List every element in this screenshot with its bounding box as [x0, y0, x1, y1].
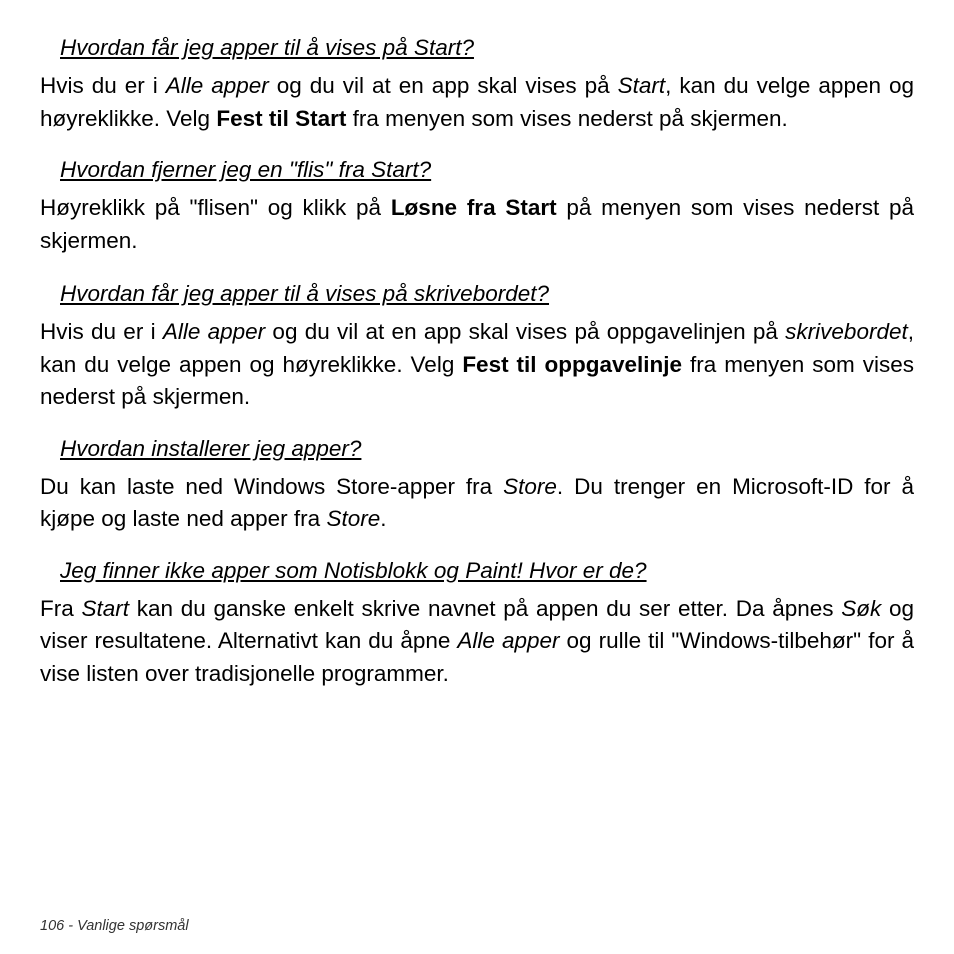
answer-text: , kan du velge appen og høyreklikke. Velg — [40, 319, 914, 377]
faq-section-notepad — [40, 556, 914, 691]
italic-term: Start — [617, 73, 666, 98]
italic-term: skrivebordet — [785, 319, 908, 344]
italic-term: Alle apper — [457, 628, 560, 653]
italic-term: Søk — [841, 595, 882, 621]
italic-term: Store — [326, 506, 381, 531]
question-heading[interactable]: Hvordan fjerner jeg en "flis" fra Start? — [60, 157, 432, 182]
answer-text: og rulle til "Windows-tilbehør" for å vise listen over tradisjonelle programmer. — [40, 628, 914, 686]
answer-text: Høyreklikk på "flisen" og klikk på — [40, 195, 391, 220]
answer-paragraph — [40, 316, 914, 414]
answer-text: fra menyen som vises nederst på skjermen. — [346, 105, 788, 131]
faq-section-install — [40, 434, 914, 536]
answer-text: Du kan laste ned Windows Store-apper fra — [40, 473, 504, 499]
question-heading[interactable]: Hvordan får jeg apper til å vises på skrivebordet? — [60, 281, 550, 306]
italic-term: Alle apper — [165, 73, 269, 98]
bold-term: Fest til oppgavelinje — [462, 351, 683, 377]
answer-text: fra menyen som vises nederst på skjermen. — [40, 351, 915, 409]
answer-paragraph — [40, 593, 914, 691]
question-heading[interactable]: Hvordan installerer jeg apper? — [60, 435, 362, 461]
page-footer: 106 - Vanlige spørsmål — [40, 918, 189, 934]
faq-section-remove-tile — [40, 155, 914, 257]
answer-text: og du vil at en app skal vises på oppgavelinjen på — [265, 319, 786, 344]
faq-section-start — [40, 33, 914, 135]
answer-text: kan du ganske enkelt skrive navnet på appen du ser etter. Da åpnes — [129, 595, 842, 621]
answer-paragraph — [40, 471, 914, 536]
answer-text: , kan du velge appen og høyreklikke. Velg — [40, 73, 914, 131]
answer-text: . — [380, 506, 387, 531]
answer-paragraph — [40, 192, 914, 257]
answer-text: på menyen som vises nederst på skjermen. — [40, 195, 914, 253]
answer-text: . Du trenger en Microsoft-ID for å kjøpe og laste ned apper fra — [40, 473, 914, 531]
answer-paragraph — [40, 70, 914, 135]
answer-text: Hvis du er i — [40, 73, 166, 98]
answer-text: og viser resultatene. Alternativt kan du åpne — [40, 595, 914, 653]
answer-text: Hvis du er i — [40, 319, 163, 344]
document-body — [40, 33, 914, 710]
answer-text: Fra — [40, 595, 82, 621]
faq-section-desktop — [40, 279, 914, 414]
answer-text: og du vil at en app skal vises på — [268, 73, 618, 98]
question-heading[interactable]: Hvordan får jeg apper til å vises på Start? — [60, 35, 474, 60]
italic-term: Store — [503, 473, 557, 499]
bold-term: Løsne fra Start — [390, 195, 557, 220]
question-heading[interactable]: Jeg finner ikke apper som Notisblokk og Paint! Hvor er de? — [60, 557, 647, 583]
bold-term: Fest til Start — [216, 105, 347, 131]
italic-term: Start — [81, 595, 129, 621]
italic-term: Alle apper — [162, 319, 266, 344]
